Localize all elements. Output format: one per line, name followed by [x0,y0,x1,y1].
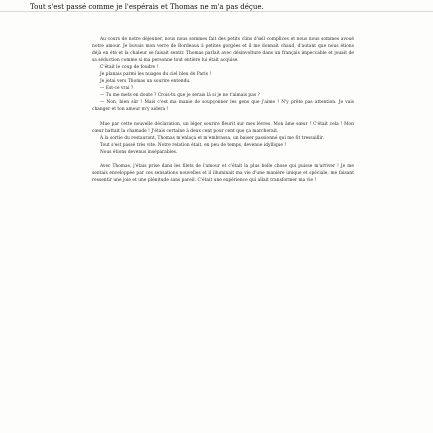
paragraph: Je planais parmi les nuages du ciel bleu de Paris ! [100,72,212,78]
paragraph: Je jetai vers Thomas un sourire entendu. [100,79,191,85]
dialogue-line: — Tu me mets en doute ? Crois-tu que je serais là si je ne t'aimais pas ? [100,93,260,99]
paragraph: C'était le coup de foudre ! [100,65,159,71]
paragraph-gap [92,114,354,121]
running-header: Tout s'est passé comme je l'espérais et Thomas ne m'a pas déçue. [30,3,264,11]
paragraph: Mue par cette nouvelle déclaration, un léger sourire fleurit sur mes lèvres. Mon âme sœur ! C'était cela ! Mon cœur battait la chamade ! J'étais certaine à deux cent pour cent que ça marcherait. [92,121,354,134]
dialogue-line: — Non, bien sûr ! Mais c'est ma manie de soupçonner les gens que j'aime ! N'y prête pas attention. Je vais changer et ton amour m'y aidera ! [92,100,354,113]
dialogue-line: — Est-ce vrai ? [100,86,134,92]
body-text [92,36,354,184]
paragraph: À la sortie du restaurant, Thomas m'enlaça et m'embrassa, un baiser passionné qui me fit tressaillir. [100,135,325,141]
paragraph: Tout s'est passé très vite. Notre relation était, en peu de temps, devenue idyllique ! [100,142,287,148]
paragraph: Avec Thomas, j'étais prise dans les filets de l'amour et c'était la plus belle chose qui puisse m'arriver ! Je me sentais enveloppée par ces sensations nouvelles et il illuminait ma vie d'une manière unique et spéciale, me faisant ressentir une joie et une plénitude sans pareil. C'était une expérience qui allait transformer ma vie ! [92,163,354,183]
paragraph: Nous étions devenus inséparables. [100,149,178,155]
paragraph-gap [92,156,354,163]
paragraph: Au cours de notre déjeuner, nous nous sommes fait des petits clins d'œil complices et nous nous sommes avoué notre amour. Je buvais mon verre de Bordeaux à petites gorgées et il me donnait chaud, d'autant que nous étions déjà en été et la chaleur se faisait sentir. Thomas parlait avec désinvolture dans un français impeccable et jouait de sa séduction comme si ma personne tout entière lui était acquise. [92,37,354,64]
header-rule [0,11,433,12]
